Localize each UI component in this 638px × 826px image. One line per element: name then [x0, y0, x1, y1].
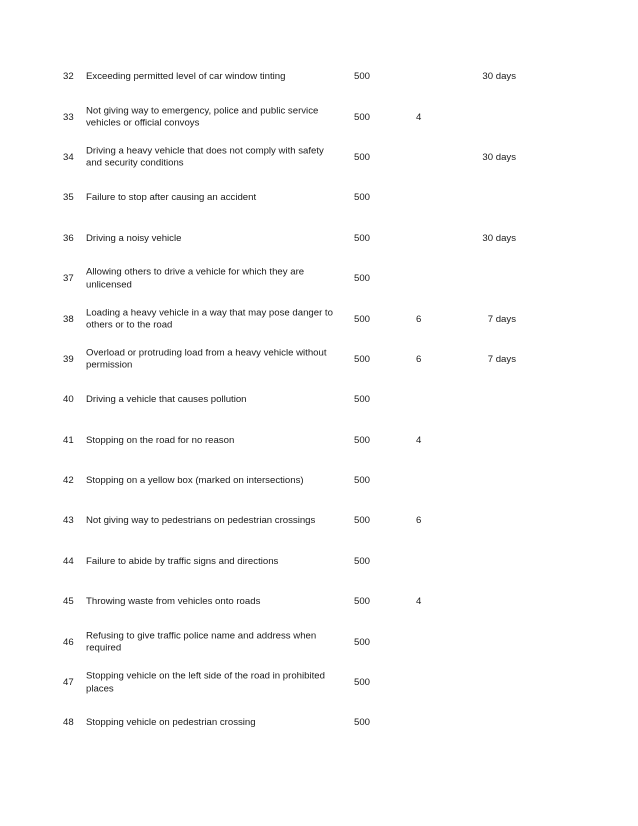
violation-description: Not giving way to emergency, police and public service vehicles or official convoys — [86, 105, 319, 129]
row-number: 35 — [63, 192, 74, 204]
fine-amount: 500 — [354, 596, 371, 608]
violation-description: Stopping on the road for no reason — [86, 434, 235, 446]
table-row — [0, 542, 638, 582]
table-row — [0, 582, 638, 622]
row-number: 40 — [63, 394, 74, 406]
table-row — [0, 703, 638, 743]
table-row — [0, 421, 638, 461]
fine-amount: 500 — [354, 313, 371, 325]
row-number: 39 — [63, 353, 74, 365]
row-number: 46 — [63, 636, 74, 648]
violations-table — [0, 57, 638, 744]
violation-description: Driving a heavy vehicle that does not comply with safety and security conditions — [86, 145, 324, 169]
black-points: 4 — [416, 434, 422, 446]
table-row — [0, 178, 638, 218]
vehicle-impound-period: 30 days — [482, 151, 516, 163]
table-row — [0, 380, 638, 420]
fine-amount: 500 — [354, 272, 371, 284]
fine-amount: 500 — [354, 676, 371, 688]
black-points: 4 — [416, 596, 422, 608]
row-number: 36 — [63, 232, 74, 244]
violation-description: Failure to stop after causing an accident — [86, 192, 257, 204]
fine-amount: 500 — [354, 717, 371, 729]
fine-amount: 500 — [354, 353, 371, 365]
violation-description: Stopping vehicle on pedestrian crossing — [86, 717, 256, 729]
fine-amount: 500 — [354, 636, 371, 648]
fine-amount: 500 — [354, 515, 371, 527]
row-number: 41 — [63, 434, 74, 446]
table-row — [0, 501, 638, 541]
black-points: 6 — [416, 515, 422, 527]
row-number: 32 — [63, 70, 74, 82]
violation-description: Exceeding permitted level of car window tinting — [86, 70, 286, 82]
row-number: 33 — [63, 111, 74, 123]
fine-amount: 500 — [354, 151, 371, 163]
violation-description: Stopping vehicle on the left side of the road in prohibited places — [86, 670, 325, 695]
violation-description: Refusing to give traffic police name and address when required — [86, 630, 317, 654]
row-number: 42 — [63, 474, 74, 486]
violation-description: Driving a noisy vehicle — [86, 232, 182, 244]
violation-description: Allowing others to drive a vehicle for which they are unlicensed — [86, 266, 305, 291]
table-row — [0, 259, 638, 299]
violation-description: Failure to abide by traffic signs and directions — [86, 555, 279, 567]
fine-amount: 500 — [354, 555, 371, 567]
table-row — [0, 138, 638, 178]
fine-amount: 500 — [354, 111, 371, 123]
table-row — [0, 622, 638, 662]
black-points: 6 — [416, 313, 422, 325]
violation-description: Throwing waste from vehicles onto roads — [86, 596, 261, 608]
table-row — [0, 97, 638, 137]
row-number: 43 — [63, 515, 74, 527]
vehicle-impound-period: 7 days — [487, 353, 516, 365]
violation-description: Driving a vehicle that causes pollution — [86, 394, 247, 406]
violation-description: Overload or protruding load from a heavy vehicle without permission — [86, 347, 327, 371]
table-row — [0, 340, 638, 380]
vehicle-impound-period: 30 days — [482, 232, 516, 244]
black-points: 4 — [416, 111, 422, 123]
row-number: 44 — [63, 555, 74, 567]
vehicle-impound-period: 30 days — [482, 70, 516, 82]
fine-amount: 500 — [354, 192, 371, 204]
row-number: 48 — [63, 717, 74, 729]
fine-amount: 500 — [354, 434, 371, 446]
table-row — [0, 219, 638, 259]
fine-amount: 500 — [354, 232, 371, 244]
fine-amount: 500 — [354, 70, 371, 82]
vehicle-impound-period: 7 days — [487, 313, 516, 325]
fine-amount: 500 — [354, 394, 371, 406]
row-number: 45 — [63, 596, 74, 608]
violation-description: Loading a heavy vehicle in a way that may pose danger to others or to the road — [86, 307, 333, 331]
table-row — [0, 57, 638, 97]
black-points: 6 — [416, 353, 422, 365]
fine-amount: 500 — [354, 474, 371, 486]
row-number: 37 — [63, 272, 74, 284]
table-row — [0, 461, 638, 501]
violation-description: Stopping on a yellow box (marked on intersections) — [86, 474, 304, 486]
row-number: 47 — [63, 676, 74, 688]
row-number: 38 — [63, 313, 74, 325]
row-number: 34 — [63, 151, 74, 163]
table-row — [0, 299, 638, 339]
table-row — [0, 663, 638, 703]
violation-description: Not giving way to pedestrians on pedestrian crossings — [86, 515, 316, 527]
